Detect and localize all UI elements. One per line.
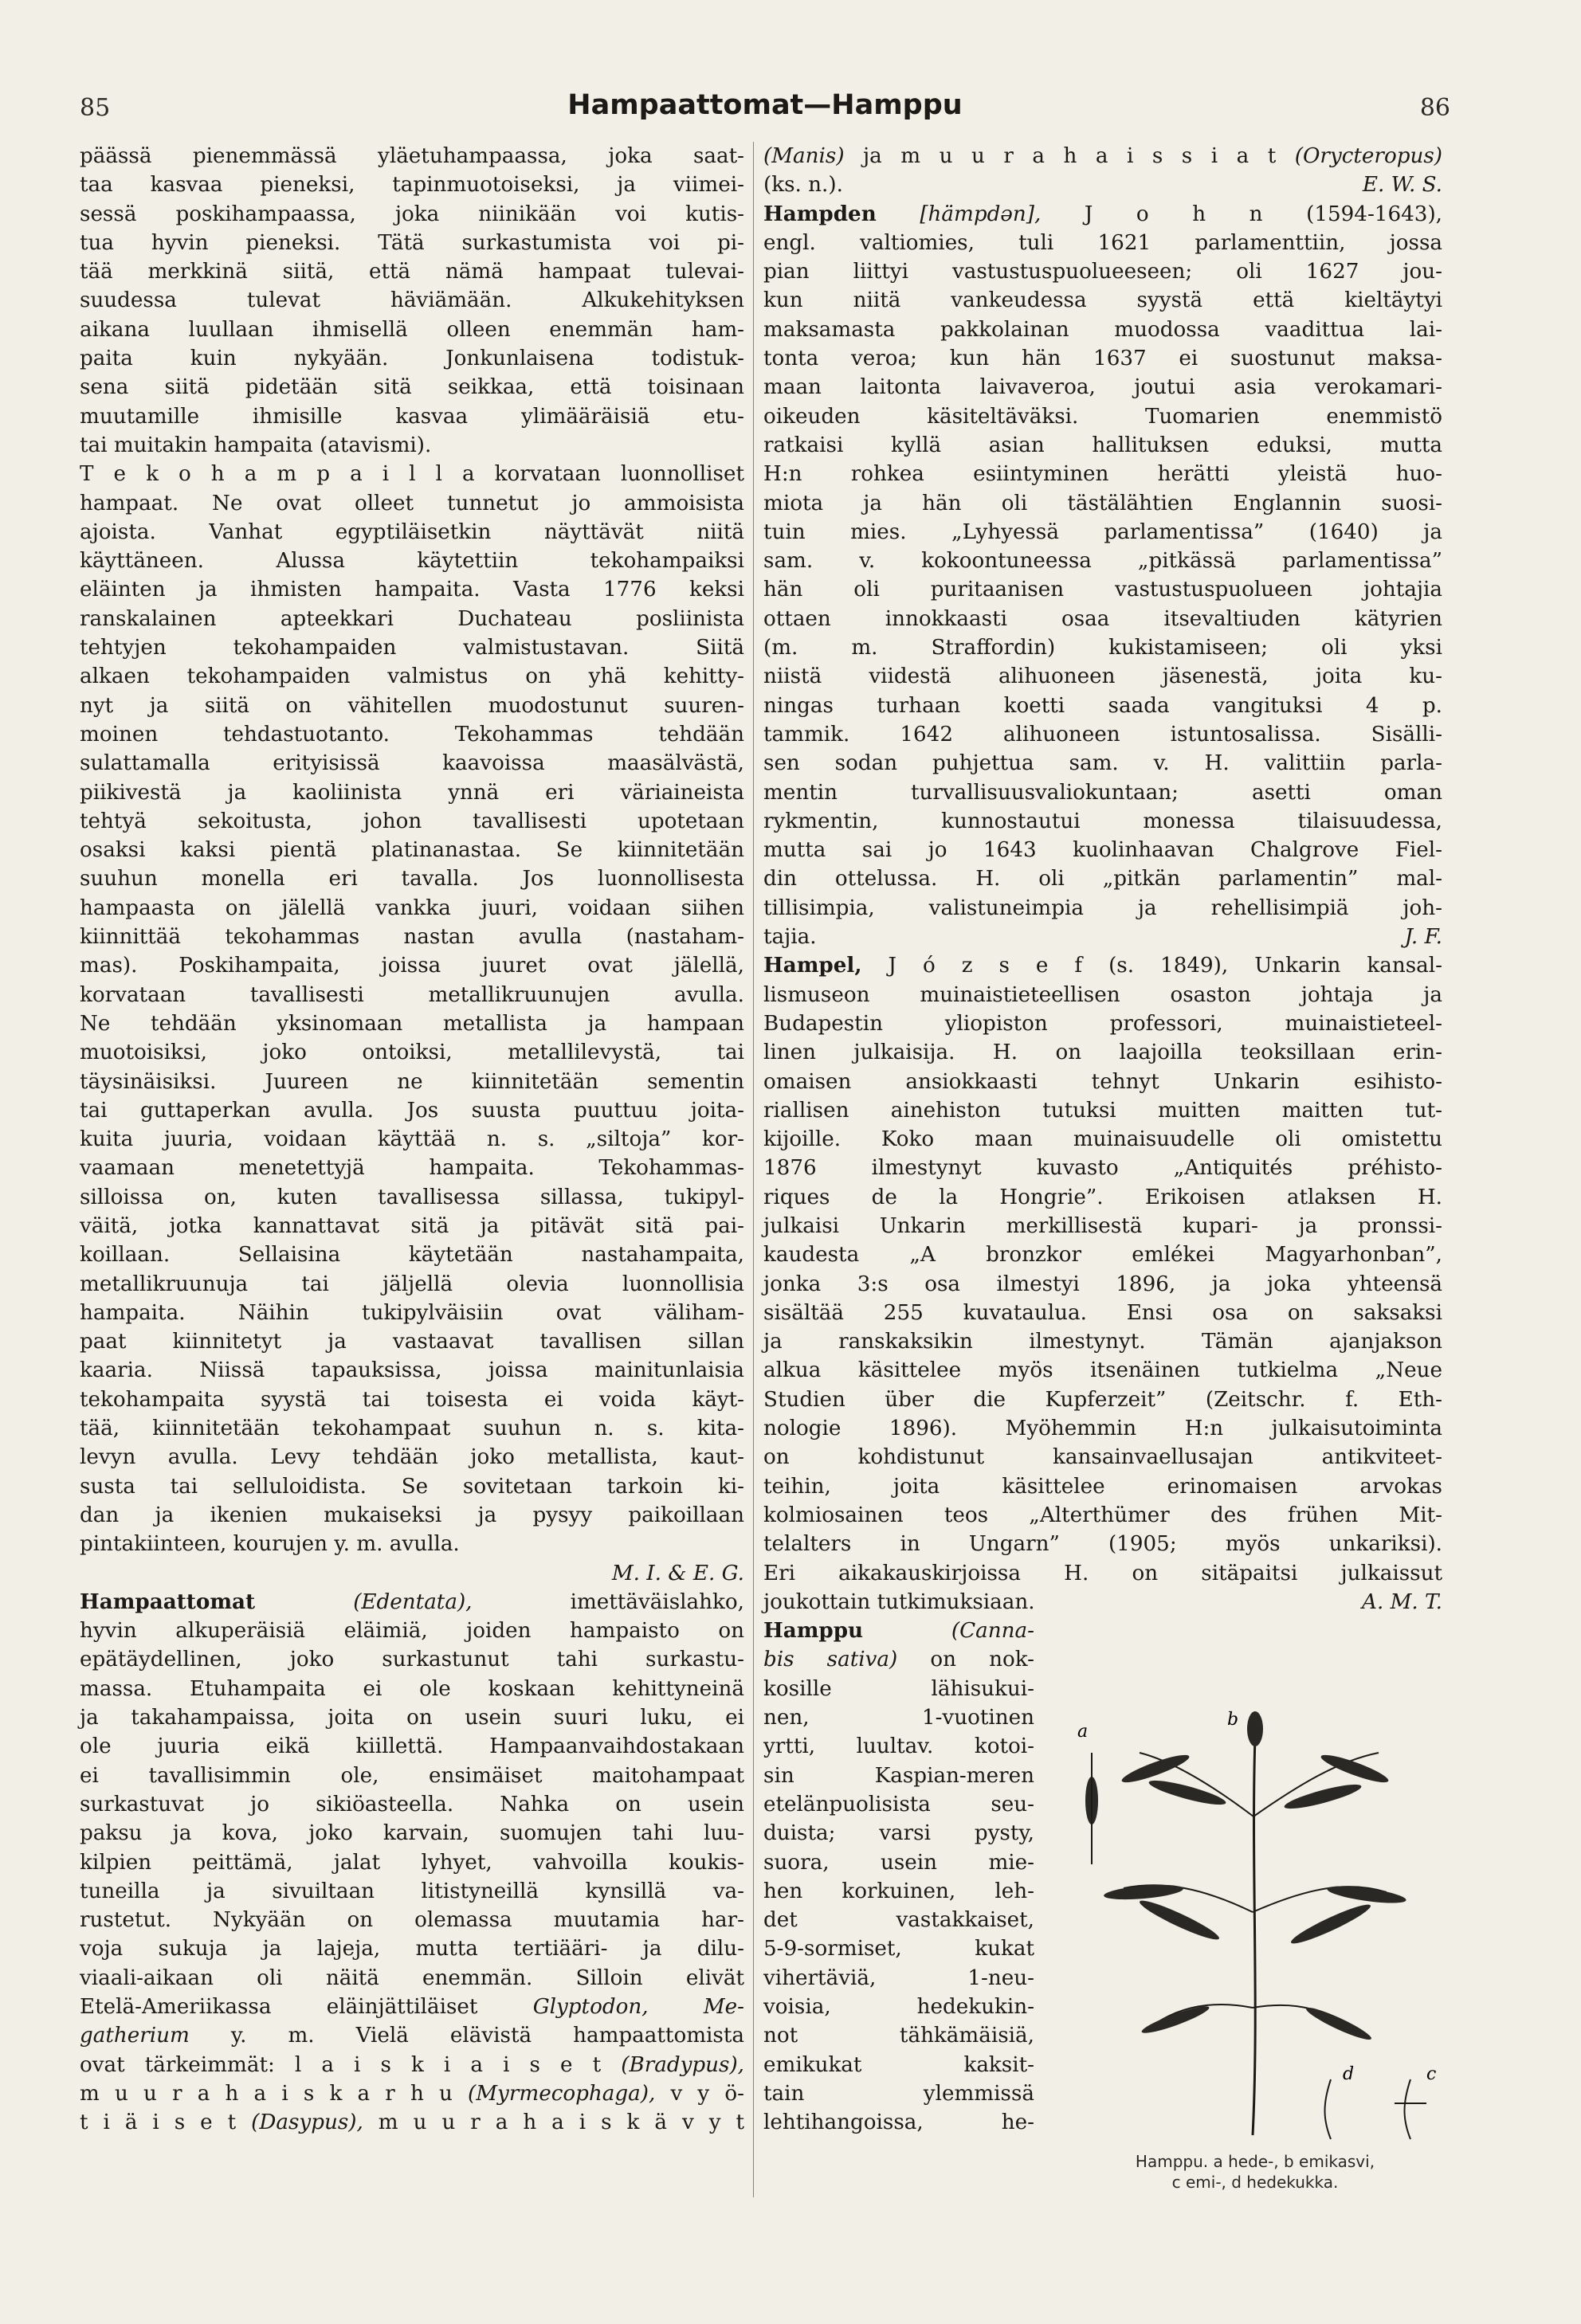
figure-caption-line: Hamppu. a hede-, b emikasvi, [1135, 2152, 1375, 2171]
text-line [763, 2021, 1034, 2050]
line-text: sam. v. kokoontuneessa „pitkässä parlamentissa” [763, 549, 1442, 574]
text-line: moinen tehdastuotanto. Tekohammas tehdään [80, 722, 744, 747]
line-text: on kohdistunut kansainvaellusajan antikviteet- [763, 1445, 1442, 1470]
line-text: suora, usein mie- [763, 1850, 1034, 1875]
text-line: muutamille ihmisille kasvaa ylimääräisiä etu- [80, 404, 744, 429]
text-line: tehtyjen tekohampaiden valmistustavan. Siitä [80, 636, 744, 660]
text-line [763, 1154, 1442, 1182]
text-line [80, 1934, 744, 1963]
line-text: joukottain tutkimuksiaan. [763, 1589, 1035, 1614]
line-text: mentin turvallisuusvaliokuntaan; asetti oman [763, 780, 1442, 805]
line-text: ja ranskaksikin ilmestynyt. Tämän ajanjakson [763, 1330, 1442, 1354]
figure-caption [1068, 2151, 1442, 2193]
text-line [763, 2051, 1034, 2079]
line-text: lehtihangoissa, he- [763, 2110, 1034, 2135]
text-line: muotoisiksi, joko ontoiksi, metallilevystä, tai [80, 1041, 744, 1065]
text-line: dan ja ikenien mukaiseksi ja pysyy paikoillaan [80, 1503, 744, 1527]
line-text: (ks. n.). [763, 173, 843, 198]
text-line [763, 1125, 1442, 1154]
line-text: tuin mies. „Lyhyessä parlamentissa” (1640) ja [763, 519, 1442, 544]
running-title: Hampaattomat—Hamppu [567, 89, 963, 121]
text-line [763, 1964, 1034, 1993]
author-signature: A. M. T. [1362, 1589, 1442, 1614]
line-text: jonka 3:s osa ilmestyi 1896, ja joka yhteensä [763, 1272, 1442, 1296]
text-line [763, 1645, 1034, 1674]
line-text: ottaen innokkaasti osaa itsevaltiuden kätyrien [763, 606, 1442, 631]
text-line: käyttäneen. Alussa käytettiin tekohampaiksi [80, 549, 744, 574]
text-line [763, 605, 1442, 633]
line-text: tammik. 1642 alihuoneen istuntosalissa. Sisälli- [763, 722, 1442, 747]
line-text: tonta veroa; kun hän 1637 ei suostunut maksa- [763, 347, 1442, 371]
text-line: silloissa on, kuten tavallisessa sillassa, tukipyl- [80, 1185, 744, 1209]
line-text: julkaisi Unkarin merkillisestä kupari- ja pronssi- [763, 1213, 1442, 1238]
text-line [763, 431, 1442, 460]
text-line [763, 1906, 1034, 1934]
line-text: ningas turhaan koetti saada vangituksi 4 p. [763, 693, 1442, 718]
text-line [763, 1009, 1442, 1038]
text-line [763, 951, 1442, 980]
text-line: kaaria. Niissä tapauksissa, joissa mainitunlaisia [80, 1358, 744, 1383]
text-line [80, 2021, 744, 2050]
text-line: suuhun monella eri tavalla. Jos luonnollisesta [80, 867, 744, 892]
line-text: voisia, hedekukin- [763, 1995, 1034, 2019]
line-text: t i ä i s e t [80, 2110, 252, 2135]
line-text: imettäväislahko, [472, 1589, 744, 1614]
italic-term: (Bradypus), [621, 2052, 744, 2077]
text-line: T e k o h a m p a i l l a korvataan luonnolliset [80, 462, 744, 487]
line-text: not tähkämäisiä, [763, 2024, 1034, 2048]
figure-label-d: d [1343, 2064, 1355, 2084]
text-line [763, 1096, 1442, 1125]
line-text: yrtti, luultav. kotoi- [763, 1734, 1034, 1759]
line-text: din ottelussa. H. oli „pitkän parlamentin” mal- [763, 867, 1442, 892]
text-line [763, 1385, 1442, 1414]
text-line: susta tai selluloidista. Se sovitetaan tarkoin ki- [80, 1474, 744, 1499]
line-text: telalters in Ungarn” (1905; myös unkariksi). [763, 1532, 1442, 1557]
text-line [763, 1501, 1442, 1530]
text-line [763, 981, 1442, 1009]
line-text: nologie 1896). Myöhemmin H:n julkaisutoiminta [763, 1417, 1442, 1441]
text-line: kiinnittää tekohammas nastan avulla (nastaham- [80, 925, 744, 950]
text-line [763, 257, 1442, 286]
text-line: levyn avulla. Levy tehdään joko metallista, kaut- [80, 1445, 744, 1470]
text-line [763, 692, 1442, 720]
text-line [763, 836, 1442, 864]
line-text: sin Kaspian-meren [763, 1763, 1034, 1788]
text-line [80, 1819, 744, 1848]
text-line [763, 1356, 1442, 1385]
text-line [80, 1675, 744, 1703]
line-text: tillisimpia, valistuneimpia ja rehellisimpiä joh- [763, 896, 1442, 920]
line-text: y. m. Vielä elävistä hampaattomista [189, 2024, 744, 2048]
text-line [763, 547, 1442, 575]
text-line: ranskalainen apteekkari Duchateau posliinista [80, 606, 744, 631]
line-text: Eri aikakauskirjoissa H. on sitäpaitsi julkaissut [763, 1561, 1442, 1585]
hamppu-entry [763, 1617, 1034, 2137]
line-text: hän oli puritaanisen vastustuspuolueen johtajia [763, 578, 1442, 602]
text-line [763, 1068, 1442, 1096]
text-line [763, 662, 1442, 691]
text-line: sena siitä pidetään sitä seikkaa, että toisinaan [80, 375, 744, 400]
line-text: mutta sai jo 1643 kuolinhaavan Chalgrove Fiel- [763, 838, 1442, 863]
line-text: kilpien peittämä, jalat lyhyet, vahvoilla koukis- [80, 1850, 744, 1875]
entry-headword: Hampel, [763, 953, 862, 978]
line-text: riallisen ainehiston tutuksi muitten maitten tut- [763, 1098, 1442, 1123]
text-line [763, 229, 1442, 257]
line-text: tain ylemmissä [763, 2081, 1034, 2106]
author-signature: E. W. S. [1362, 173, 1442, 198]
text-line: paat kiinnitetyt ja vastaavat tavallisen sillan [80, 1330, 744, 1354]
line-text: ole juuria eikä kiillettä. Hampaanvaihdostakaan [80, 1734, 744, 1759]
text-line [80, 1588, 744, 1617]
text-line: aikana luullaan ihmisellä olleen enemmän ham- [80, 317, 744, 342]
text-line [763, 200, 1442, 229]
entry-headword: Hampden [763, 201, 877, 226]
text-line [80, 2108, 744, 2137]
text-line [763, 633, 1442, 662]
text-line [763, 575, 1442, 604]
line-text: 5-9-sormiset, kukat [763, 1937, 1034, 1961]
text-line [763, 864, 1442, 893]
line-text: etelänpuolisista seu- [763, 1792, 1034, 1816]
line-text: voja sukuja ja lajeja, mutta tertiääri- ja dilu- [80, 1937, 744, 1961]
line-text: maksamasta pakkolainan muodossa vaadittua lai- [763, 317, 1442, 342]
italic-term: [hämpdən], [876, 202, 1042, 226]
line-text: kosille lähisukui- [763, 1676, 1034, 1701]
line-text: niistä viidestä alihuoneen jäsenestä, joita ku- [763, 664, 1442, 689]
text-line [763, 460, 1442, 488]
text-line: tai guttaperkan avulla. Jos suusta puuttuu joita- [80, 1098, 744, 1123]
italic-term: (Edentata), [255, 1589, 473, 1614]
text-line [763, 894, 1442, 923]
line-text: Studien über die Kupferzeit” (Zeitschr. f. Eth- [763, 1387, 1442, 1412]
italic-term: gatherium [80, 2024, 190, 2048]
text-line [763, 1472, 1442, 1501]
line-text: hen korkuinen, leh- [763, 1879, 1034, 1903]
entry-headword: Hamppu [763, 1618, 864, 1644]
line-text: tuneilla ja sivuiltaan litistyneillä kynsillä va- [80, 1879, 744, 1903]
line-text: rustetut. Nykyään on olemassa muutamia har- [80, 1908, 744, 1933]
line-text: J ó z s e f (s. 1849), Unkarin kansal- [861, 954, 1442, 978]
text-line: suudessa tulevat häviämään. Alkukehityksen [80, 288, 744, 313]
text-line: korvataan tavallisesti metallikruunujen avulla. [80, 982, 744, 1007]
line-text: massa. Etuhampaita ei ole koskaan kehittyneinä [80, 1676, 744, 1701]
line-text: ratkaisi kyllä asian hallituksen eduksi, mutta [763, 433, 1442, 457]
line-text: ja takahampaissa, joita on usein suuri luku, ei [80, 1706, 744, 1730]
hemp-figure [1068, 1705, 1442, 2199]
text-line: osaksi kaksi pientä platinanastaa. Se kiinnitetään [80, 838, 744, 863]
line-text: omaisen ansiokkaasti tehnyt Unkarin esihisto- [763, 1069, 1442, 1094]
line-text: v y ö- [655, 2081, 744, 2106]
line-text: teihin, joita käsittelee erinomaisen arvokas [763, 1474, 1442, 1499]
italic-term: bis sativa) [763, 1648, 898, 1672]
text-line [80, 1617, 744, 1645]
line-text: miota ja hän oli tästälähtien Englannin suosi- [763, 491, 1442, 515]
italic-term: (Manis) [763, 144, 845, 168]
text-line [80, 1964, 744, 1993]
text-line: mas). Poskihampaita, joissa juuret ovat jälellä, [80, 954, 744, 978]
line-text: surkastuvat jo sikiöasteella. Nahka on usein [80, 1792, 744, 1816]
line-text: tajia. [763, 925, 817, 950]
line-text: sen sodan puhjettua sam. v. H. valittiin parla- [763, 751, 1442, 776]
text-line [763, 1732, 1034, 1761]
text-line [763, 1819, 1034, 1848]
text-line: M. I. & E. G. [611, 1561, 744, 1585]
figure-label-a: a [1077, 1722, 1089, 1742]
text-line [763, 1877, 1034, 1906]
text-line: koillaan. Sellaisina käytetään nastahampaita, [80, 1243, 744, 1268]
text-line [80, 1993, 744, 2021]
text-line [763, 1848, 1034, 1877]
text-line [80, 1790, 744, 1819]
text-line [763, 1934, 1034, 1963]
line-text: 1876 ilmestynyt kuvasto „Antiquités préhisto- [763, 1156, 1442, 1181]
left-column [80, 142, 744, 2137]
text-line [80, 2051, 744, 2079]
line-text: maan laitonta laivaveroa, joutui asia verokamari- [763, 375, 1442, 400]
author-signature: J. F. [1404, 925, 1442, 950]
text-line: tua hyvin pieneksi. Tätä surkastumista voi pi- [80, 230, 744, 255]
text-line: taa kasvaa pieneksi, tapinmuotoiseksi, ja viimei- [80, 173, 744, 198]
text-line [80, 1906, 744, 1934]
text-line [763, 1675, 1034, 1703]
text-line [80, 1703, 744, 1732]
text-line [763, 1617, 1034, 1645]
page-number-left: 85 [80, 94, 111, 122]
text-line [763, 1240, 1442, 1269]
line-text: kijoille. Koko maan muinaisuudelle oli omistettu [763, 1127, 1442, 1152]
text-line [763, 1299, 1442, 1327]
text-line [763, 2108, 1034, 2137]
line-text: emikukat kaksit- [763, 2052, 1034, 2077]
line-text: hyvin alkuperäisiä eläimiä, joiden hampaisto on [80, 1619, 744, 1644]
text-line [763, 1993, 1034, 2021]
hemp-plant-illustration-icon [1068, 1705, 1442, 2151]
line-text: ovat tärkeimmät: l a i s k i a i s e t [80, 2052, 622, 2077]
text-line: metallikruunuja tai jäljellä olevia luonnollisia [80, 1272, 744, 1296]
text-line [80, 1848, 744, 1877]
text-line: Ne tehdään yksinomaan metallista ja hampaan [80, 1011, 744, 1036]
text-line: piikivestä ja kaoliinista ynnä eri väriaineista [80, 780, 744, 805]
text-line [80, 1645, 744, 1674]
italic-term: (Myrmecophaga), [468, 2081, 656, 2106]
italic-term: (Canna- [863, 1619, 1034, 1644]
line-text: ja m u u r a h a i s s i a t [844, 144, 1295, 168]
page-header [80, 89, 1450, 129]
text-line [763, 749, 1442, 778]
text-line [763, 1443, 1442, 1472]
text-line [763, 1038, 1442, 1067]
line-text: duista; varsi pysty, [763, 1821, 1034, 1846]
text-line [763, 373, 1442, 402]
figure-label-b: b [1227, 1710, 1239, 1730]
text-line [763, 1790, 1034, 1819]
text-line [763, 170, 1442, 199]
text-line [763, 807, 1442, 836]
line-text: nen, 1-vuotinen [763, 1706, 1034, 1730]
text-line: pintakiinteen, kourujen y. m. avulla. [80, 1532, 460, 1557]
line-text: J o h n (1594-1643), [1041, 202, 1442, 226]
line-text: kun niitä vankeudessa syystä että kieltäytyi [763, 288, 1442, 313]
text-line [763, 778, 1442, 807]
line-text: pian liittyi vastustuspuolueeseen; oli 1627 jou- [763, 260, 1442, 284]
line-text: engl. valtiomies, tuli 1621 parlamenttiin, jossa [763, 230, 1442, 255]
text-line [763, 518, 1442, 547]
line-text: (m. m. Straffordin) kukistamiseen; oli yksi [763, 636, 1442, 660]
text-line [763, 2079, 1034, 2108]
line-text: H:n rohkea esiintyminen herätti yleistä huo- [763, 462, 1442, 487]
line-text: lismuseon muinaistieteellisen osaston johtaja ja [763, 982, 1442, 1007]
text-line [763, 1703, 1034, 1732]
text-line: hampaasta on jälellä vankka juuri, voidaan siihen [80, 896, 744, 920]
line-text: riques de la Hongrie”. Erikoisen atlaksen H. [763, 1185, 1442, 1209]
text-line: hampaat. Ne ovat olleet tunnetut jo ammoisista [80, 491, 744, 515]
line-text: paksu ja kova, joko karvain, suomujen tahi luu- [80, 1821, 744, 1846]
line-text: kolmiosainen teos „Alterthümer des frühen Mit- [763, 1503, 1442, 1527]
text-line: tehtyä sekoitusta, johon tavallisesti upotetaan [80, 809, 744, 833]
text-line: tai muitakin hampaita (atavismi). [80, 433, 432, 457]
text-line: kuita juuria, voidaan käyttää n. s. „siltoja” kor- [80, 1127, 744, 1152]
italic-term: (Orycteropus) [1294, 144, 1442, 168]
text-line: päässä pienemmässä yläetuhampaassa, joka saat- [80, 144, 744, 168]
text-line: sulattamalla erityisissä kaavoissa maasälvästä, [80, 751, 744, 776]
text-line: sessä poskihampaassa, joka niinikään voi kutis- [80, 202, 744, 226]
text-line [763, 1588, 1442, 1617]
line-text: on nok- [897, 1648, 1034, 1672]
text-line [763, 1762, 1034, 1790]
line-text: Etelä-Ameriikassa eläinjättiläiset [80, 1995, 533, 2019]
line-text: epätäydellinen, joko surkastunut tahi surkastu- [80, 1648, 744, 1672]
text-line [80, 1732, 744, 1761]
text-line [763, 402, 1442, 431]
text-line: ajoista. Vanhat egyptiläisetkin näyttävät niitä [80, 519, 744, 544]
page-number-right: 86 [1419, 94, 1450, 122]
line-text: linen julkaisija. H. on laajoilla teoksillaan erin- [763, 1041, 1442, 1065]
text-line [763, 1414, 1442, 1443]
italic-term: Glyptodon, Me- [532, 1995, 744, 2019]
text-line: alkaen tekohampaiden valmistus on yhä kehitty- [80, 664, 744, 689]
column-divider [753, 142, 754, 2197]
text-line [763, 1270, 1442, 1299]
text-line: tää merkkinä siitä, että nämä hampaat tulevai- [80, 260, 744, 284]
text-line [763, 315, 1442, 344]
line-text: rykmentin, kunnostautui monessa tilaisuudessa, [763, 809, 1442, 833]
line-text: ei tavallisimmin ole, ensimäiset maitohampaat [80, 1763, 744, 1788]
line-text: Budapestin yliopiston professori, muinaistieteel- [763, 1011, 1442, 1036]
line-text: m u u r a h a i s k ä v y t [363, 2110, 745, 2135]
text-line [763, 1530, 1442, 1558]
text-line [763, 1327, 1442, 1356]
text-line [763, 286, 1442, 315]
text-line: nyt ja siitä on vähitellen muodostunut suuren- [80, 693, 744, 718]
line-text: m u u r a h a i s k a r h u [80, 2081, 469, 2106]
text-line: vaamaan menetettyjä hampaita. Tekohammas- [80, 1156, 744, 1181]
text-line: täysinäisiksi. Juureen ne kiinnitetään sementin [80, 1069, 744, 1094]
line-text: det vastakkaiset, [763, 1908, 1034, 1933]
text-line: eläinten ja ihmisten hampaita. Vasta 1776 keksi [80, 578, 744, 602]
text-line [80, 2079, 744, 2108]
line-text: kaudesta „A bronzkor emlékei Magyarhonban”, [763, 1243, 1442, 1268]
line-text: alkua käsittelee myös itsenäinen tutkielma „Neue [763, 1358, 1442, 1383]
text-line: paita kuin nykyään. Jonkunlaisena todistuk- [80, 347, 744, 371]
text-line [763, 1183, 1442, 1212]
line-text: oikeuden käsiteltäväksi. Tuomarien enemmistö [763, 404, 1442, 429]
text-line [763, 1212, 1442, 1240]
line-text: viaali-aikaan oli näitä enemmän. Silloin elivät [80, 1965, 744, 1990]
line-text: sisältää 255 kuvataulua. Ensi osa on saksaksi [763, 1300, 1442, 1325]
figure-caption-line: c emi-, d hedekukka. [1171, 2173, 1339, 2192]
italic-term: (Dasypus), [251, 2110, 363, 2135]
text-line: väitä, jotka kannattavat sitä ja pitävät sitä pai- [80, 1213, 744, 1238]
text-line: tekohampaita syystä tai toisesta ei voida käyt- [80, 1387, 744, 1412]
text-line: tää, kiinnitetään tekohampaat suuhun n. s. kita- [80, 1417, 744, 1441]
text-line [763, 142, 1442, 170]
text-line: hampaita. Näihin tukipylväisiin ovat väliham- [80, 1300, 744, 1325]
text-line [763, 1559, 1442, 1588]
text-line [763, 489, 1442, 518]
line-text: vihertäviä, 1-neu- [763, 1965, 1034, 1990]
text-line [80, 1877, 744, 1906]
entry-headword: Hampaattomat [80, 1589, 256, 1614]
text-line [763, 923, 1442, 951]
text-line [763, 720, 1442, 749]
text-line [763, 344, 1442, 373]
figure-label-c: c [1426, 2064, 1437, 2084]
text-line [80, 1762, 744, 1790]
